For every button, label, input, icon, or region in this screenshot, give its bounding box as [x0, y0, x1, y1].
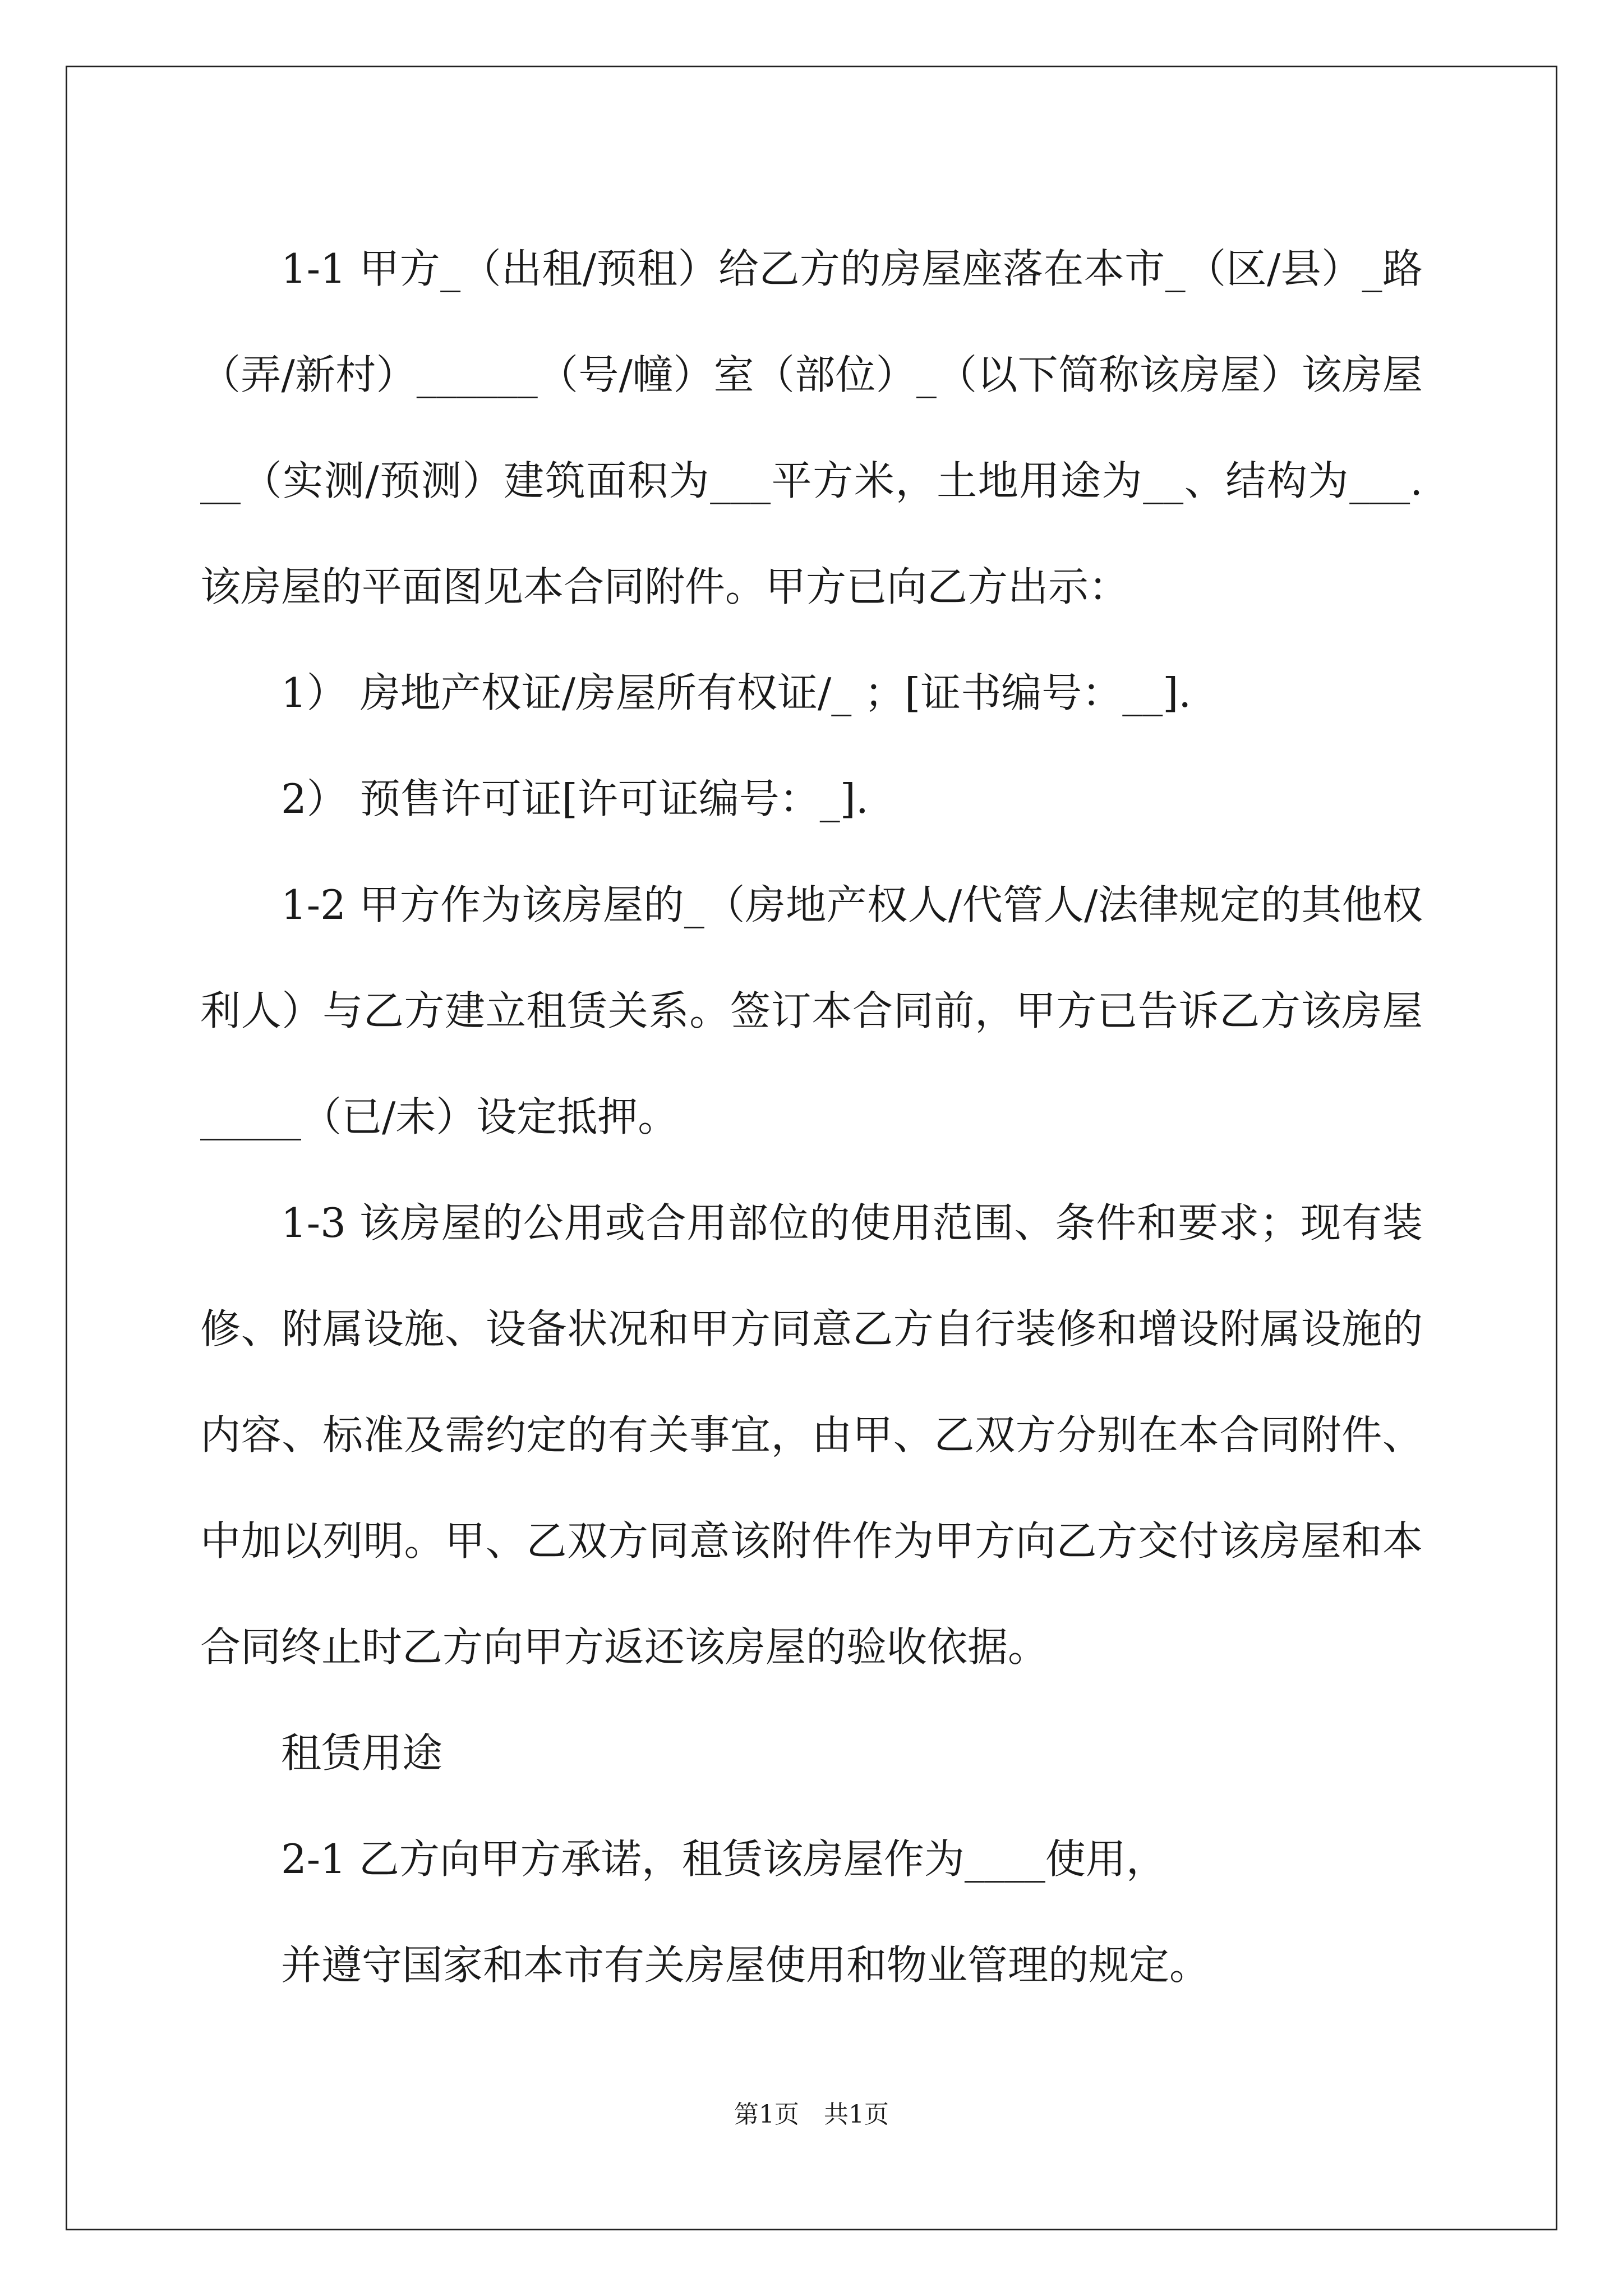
paragraph-1-1: 1-1 甲方_（出租/预租）给乙方的房屋座落在本市_（区/县）_路（弄/新村）______（号/幢）室（部位）_（以下简称该房屋）该房屋__（实测/预测）建筑面积为___平方米，土地用途为__、结构为___.该房屋的平面图见本合同附件。甲方已向乙方出示：: [200, 245, 1423, 610]
paragraph-1-2: 1-2 甲方作为该房屋的_（房地产权人/代管人/法律规定的其他权利人）与乙方建立租赁关系。签订本合同前，甲方已告诉乙方该房屋_____（已/未）设定抵押。: [200, 881, 1423, 1140]
document-body: [200, 216, 1423, 2018]
paragraph-1-3: 1-3 该房屋的公用或合用部位的使用范围、条件和要求；现有装修、附属设施、设备状况和甲方同意乙方自行装修和增设附属设施的内容、标准及需约定的有关事宜，由甲、乙双方分别在本合同附件、中加以列明。甲、乙双方同意该附件作为甲方向乙方交付该房屋和本合同终止时乙方向甲方返还该房屋的验收依据。: [200, 1199, 1423, 1671]
paragraph-2-1-continued: 并遵守国家和本市有关房屋使用和物业管理的规定。: [281, 1941, 1210, 1989]
paragraph-certificate: 1） 房地产权证/房屋所有权证/_ ；[证书编号：__].: [281, 669, 1192, 716]
page-number-footer: 第1页 共1页: [734, 2100, 889, 2129]
paragraph-2-1: 2-1 乙方向甲方承诺，租赁该房屋作为____使用，: [281, 1835, 1166, 1883]
section-heading-lease-use: 租赁用途: [281, 1729, 443, 1777]
paragraph-presale-permit: 2） 预售许可证[许可证编号：_].: [281, 775, 869, 822]
